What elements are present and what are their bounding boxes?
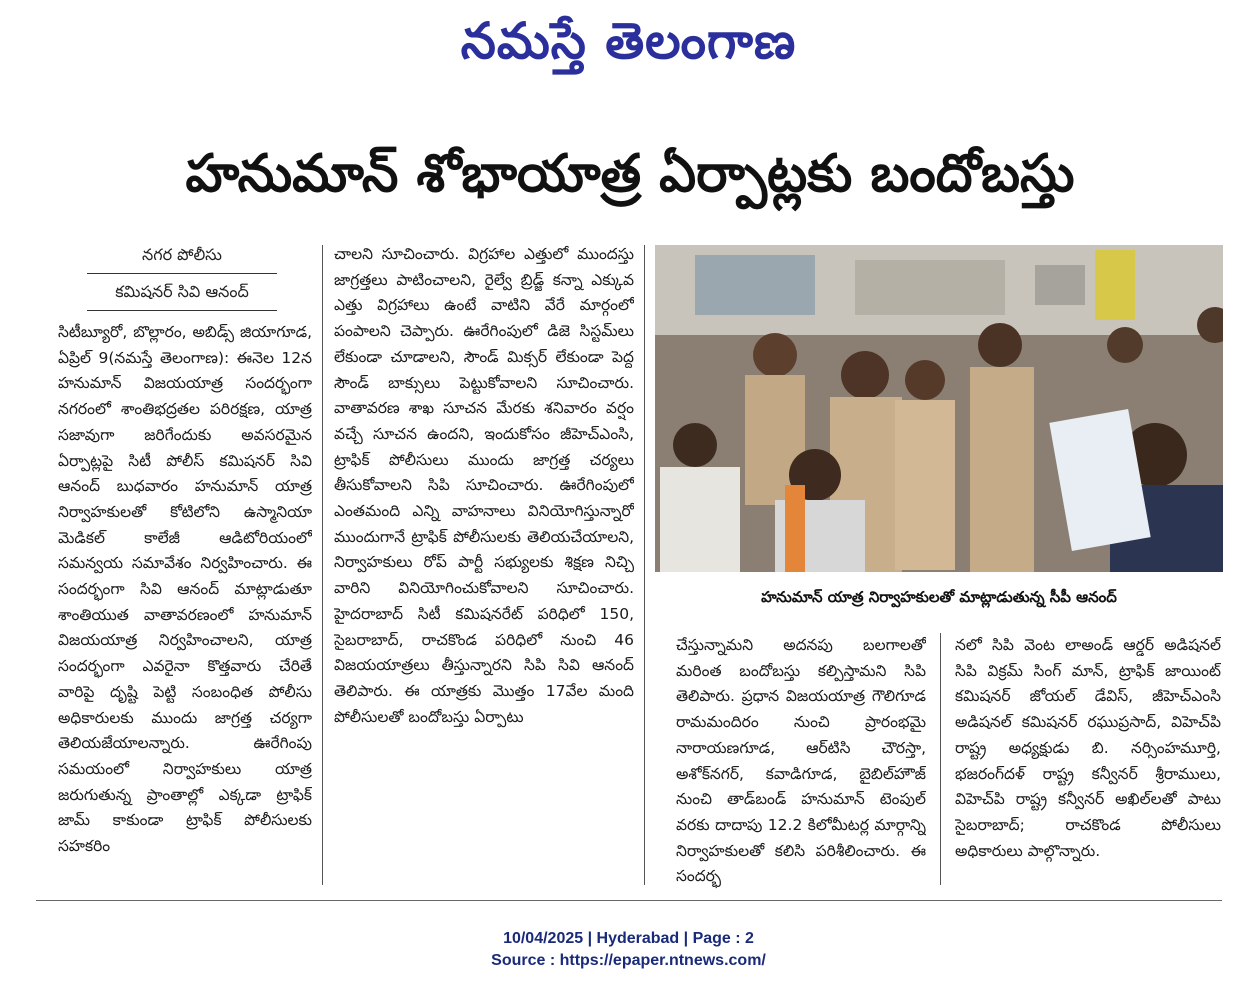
page-footer [0, 928, 1257, 972]
page-divider [36, 900, 1222, 901]
news-photo [655, 245, 1223, 572]
article-text-4: నలో సిపి వెంట లాఅండ్ ఆర్డర్ అడిషనల్ సిపి విక్రమ్ సింగ్ మాన్, ట్రాఫిక్ జాయింట్ కమిషనర్ జోయల్ డేవిస్, జీహెచ్ఎంసి అడిషనల్ కమిషనర్ రఘుప్రసాద్, విహెచ్‌పి రాష్ట్ర అధ్యక్షుడు బి. నర్సింహమూర్తి, భజరంగ్‌దళ్ రాష్ట్ర కన్వీనర్ శ్రీరాములు, విహెచ్‌పి రాష్ట్ర కన్వీనర్ అఖిల్‌లతో పాటు సైబరాబాద్; రాచకొండ పోలీసులు అధికారులు పాల్గొన్నారు. [955, 636, 1221, 860]
article-text-3: చేస్తున్నామని అదనపు బలగాలతో మరింత బందోబస్తు కల్పిస్తామని సిపి తెలిపారు. ప్రధాన విజయయాత్ర గౌలిగూడ రామమందిరం నుంచి ప్రారంభమై నారాయణగూడ, ఆర్‌టిసి చౌరస్తా, అశోక్‌నగర్, కవాడిగూడ, బైబిల్‌హౌజ్ నుంచి తాడ్‌బండ్ హనుమాన్ టెంపుల్ వరకు దాదాపు 12.2 కిలోమీటర్ల మార్గాన్ని నిర్వాహకులతో కలిసి పరిశీలించారు. ఈ సందర్భ [676, 636, 926, 886]
byline-line-1: నగర పోలీసు [142, 245, 222, 264]
column-divider [940, 633, 941, 885]
byline-line-2: కమిషనర్ సివి ఆనంద్ [115, 282, 249, 301]
article-column-1 [58, 320, 312, 888]
article-column-3 [676, 633, 926, 889]
police-meeting-photo-icon [655, 245, 1223, 572]
article-text-1: సిటీబ్యూరో, బొల్లారం, అబిడ్స్ జియాగూడ, ఏప్రిల్ 9(నమస్తే తెలంగాణ): ఈనెల 12న హనుమాన్ విజయయాత్ర సందర్భంగా నగరంలో శాంతిభద్రతల పరిరక్షణ, యాత్ర సజావుగా జరిగేందుకు అవసరమైన ఏర్పాట్లపై సిటీ పోలీస్ కమిషనర్ సివి ఆనంద్ బుధవారం హనుమాన్ యాత్ర నిర్వాహకులతో కోటిలోని ఉస్మానియా మెడికల్ కాలేజీ ఆడిటోరియంలో సమన్వయ సమావేశం నిర్వహించారు. ఈ సందర్భంగా సివి ఆనంద్ మాట్లాడుతూ శాంతియుత వాతావరణంలో హనుమాన్ విజయయాత్ర నిర్వహించాలని, యాత్ర సందర్భంగా ఎవరైనా కొత్తవారు చేరితే వారిపై దృష్టి పెట్టి సంబంధిత పోలీసు అధికారులకు ముందు జాగ్రత్త చర్యగా తెలియజేయాలన్నారు. ఊరేగింపు సమయంలో నిర్వాహకులు యాత్ర జరుగుతున్న ప్రాంతాల్లో ఎక్కడా ట్రాఫిక్ జామ్ కాకుండా ట్రాఫిక్ పోలీసులకు సహకరిం [58, 323, 312, 856]
footer-source-link[interactable]: Source : https://epaper.ntnews.com/ [491, 952, 766, 969]
article-column-2 [334, 242, 634, 888]
photo-caption: హనుమాన్ యాత్ర నిర్వాహకులతో మాట్లాడుతున్న సీపీ ఆనంద్ [761, 588, 1117, 606]
masthead-logo: నమస్తే తెలంగాణ [460, 11, 797, 70]
footer-date-line: 10/04/2025 | Hyderabad | Page : 2 [503, 930, 754, 947]
byline [58, 240, 306, 314]
column-divider [322, 245, 323, 885]
headline: హనుమాన్ శోభాయాత్ర ఏర్పాట్లకు బందోబస్తు [185, 144, 1075, 204]
article-column-4 [955, 633, 1221, 889]
byline-rule-bottom [87, 310, 277, 311]
byline-rule [87, 273, 277, 274]
column-divider [644, 245, 645, 885]
article-text-2: చాలని సూచించారు. విగ్రహాల ఎత్తులో ముందస్తు జాగ్రత్తలు పాటించాలని, రైల్వే బ్రిడ్జ్ కన్నా ఎక్కువ ఎత్తు విగ్రహాలు ఉంటే వాటిని వేరే మార్గంలో పంపాలని చెప్పారు. ఊరేగింపులో డిజె సిస్టమ్‌లు లేకుండా చూడాలని, సౌండ్ మిక్సర్ లేకుండా పెద్ద సౌండ్ బాక్సులు పెట్టుకోవాలని సూచించారు. వాతావరణ శాఖ సూచన మేరకు శనివారం వర్షం వచ్చే సూచన ఉందని, ఇందుకోసం జీహెచ్ఎంసి, ట్రాఫిక్ పోలీసులు ముందు జాగ్రత్త చర్యలు తీసుకోవాలని సిపి సూచించారు. ఊరేగింపులో ఎంతమంది ఎన్ని వాహనాలు వినియోగిస్తున్నారో ముందుగానే ట్రాఫిక్ పోలీసులకు తెలియచేయాలని, నిర్వాహకులు రోప్ పార్టీ సభ్యులకు శిక్షణ నిచ్చి వారిని వినియోగించుకోవాలని సూచించారు. హైదరాబాద్ సిటీ కమిషనరేట్ పరిధిలో 150, సైబరాబాద్, రాచకొండ పరిధిలో నుంచి 46 విజయయాత్రలు తీస్తున్నారని సిపి సివి ఆనంద్ తెలిపారు. ఈ యాత్రకు మొత్తం 17వేల మంది పోలీసులతో బందోబస్తు ఏర్పాటు [334, 245, 634, 726]
